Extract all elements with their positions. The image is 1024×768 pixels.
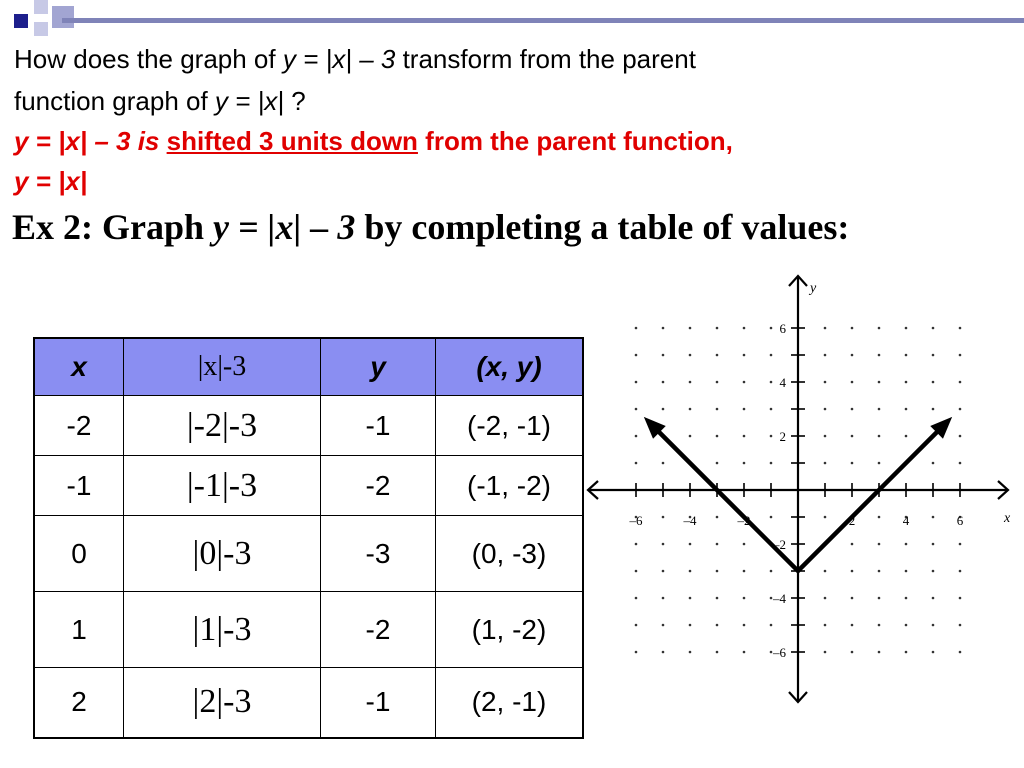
grid-dot [743,543,746,546]
grid-dot [743,570,746,573]
grid-dot [878,516,881,519]
grid-dot [932,462,935,465]
grid-dot [635,435,638,438]
question-line-2: function graph of y = |x| ? [14,86,306,116]
x-tick-label: 6 [956,513,964,528]
grid-dot [770,516,773,519]
cell-expression: |0|-3 [124,516,321,592]
grid-dot [743,435,746,438]
cell-x: 2 [34,668,124,738]
grid-dot [743,327,746,330]
grid-dot [770,624,773,627]
grid-dot [959,570,962,573]
grid-dot [851,381,854,384]
grid-dot [662,354,665,357]
grid-dot [932,354,935,357]
grid-dot [851,543,854,546]
grid-dot [959,435,962,438]
grid-dot [635,651,638,654]
cell-expression: |-1|-3 [124,456,321,516]
header-y: y [321,338,436,396]
x-tick-label: –2 [737,513,751,528]
grid-dot [743,651,746,654]
answer-line-1: y = |x| – 3 is shifted 3 units down from the parent function, [14,126,733,156]
table-row [34,456,583,516]
grid-dot [689,624,692,627]
grid-dot [932,651,935,654]
grid-dot [770,597,773,600]
grid-dot [851,462,854,465]
cell-x: -2 [34,396,124,456]
cell-expression: |1|-3 [124,592,321,668]
grid-dot [878,651,881,654]
grid-dot [743,624,746,627]
header-pair: (x, y) [436,338,584,396]
grid-dot [662,327,665,330]
grid-dot [770,327,773,330]
x-tick-label: 2 [848,513,856,528]
grid-dot [824,462,827,465]
grid-dot [689,327,692,330]
x-axis-label: x [1004,511,1011,526]
y-tick-label: 2 [779,429,786,444]
table-row [34,396,583,456]
y-tick-label: –4 [773,591,786,606]
grid-dot [689,543,692,546]
grid-dot [743,381,746,384]
grid-dot [824,381,827,384]
grid-dot [878,435,881,438]
grid-dot [716,651,719,654]
grid-dot [851,597,854,600]
coordinate-graph [582,270,1022,710]
grid-dot [878,624,881,627]
grid-dot [851,408,854,411]
grid-dot [716,597,719,600]
grid-dot [851,651,854,654]
grid-dot [716,354,719,357]
grid-dot [959,327,962,330]
grid-dot [743,597,746,600]
table-row [34,668,583,738]
cell-pair: (-1, -2) [436,456,584,516]
grid-dot [878,381,881,384]
grid-dot [905,408,908,411]
grid-dot [932,624,935,627]
grid-dot [716,543,719,546]
grid-dot [959,354,962,357]
grid-dot [716,435,719,438]
answer-emphasis: shifted 3 units down [166,126,418,156]
grid-dot [635,354,638,357]
grid-dot [770,651,773,654]
grid-dot [824,624,827,627]
grid-dot [905,435,908,438]
table-row [34,592,583,668]
cell-expression: |-2|-3 [124,396,321,456]
grid-dot [932,597,935,600]
grid-dot [851,435,854,438]
grid-dot [824,354,827,357]
grid-dot [932,543,935,546]
grid-dot [905,327,908,330]
grid-dot [689,651,692,654]
header-expression: |x|-3 [124,338,321,396]
grid-dot [878,327,881,330]
grid-dot [770,408,773,411]
grid-dot [635,408,638,411]
grid-dot [959,381,962,384]
grid-dot [932,327,935,330]
grid-dot [932,516,935,519]
grid-dot [932,381,935,384]
grid-dot [635,327,638,330]
grid-dot [770,354,773,357]
grid-dot [716,408,719,411]
grid-dot [770,435,773,438]
grid-dot [635,597,638,600]
grid-dot [743,354,746,357]
grid-dot [635,543,638,546]
grid-dot [662,651,665,654]
grid-dot [662,543,665,546]
grid-dot [878,408,881,411]
answer-line-2: y = |x| [14,166,88,196]
cell-y: -2 [321,592,436,668]
grid-dot [905,543,908,546]
grid-dot [824,408,827,411]
grid-dot [662,408,665,411]
grid-dot [824,597,827,600]
cell-expression: |2|-3 [124,668,321,738]
x-tick-label: –6 [629,513,643,528]
grid-dot [635,462,638,465]
y-tick-label: 6 [779,321,786,336]
grid-dot [851,327,854,330]
y-axis-label: y [810,281,817,296]
grid-dot [662,597,665,600]
cell-pair: (0, -3) [436,516,584,592]
grid-dot [878,543,881,546]
y-tick-label: –2 [773,537,786,552]
grid-dot [662,381,665,384]
grid-dot [662,462,665,465]
grid-dot [878,354,881,357]
grid-dot [851,354,854,357]
grid-dot [689,597,692,600]
grid-dot [662,570,665,573]
grid-dot [905,597,908,600]
grid-dot [959,408,962,411]
x-tick-label: –4 [683,513,697,528]
grid-dot [878,597,881,600]
question-line-1: How does the graph of y = |x| – 3 transform from the parent [14,44,696,74]
title-accent-bar [62,18,1024,23]
grid-dot [824,570,827,573]
grid-dot [716,516,719,519]
grid-dot [959,543,962,546]
grid-dot [824,516,827,519]
y-tick-label: –6 [773,645,786,660]
grid-dot [770,462,773,465]
grid-dot [824,327,827,330]
grid-dot [770,570,773,573]
grid-dot [878,570,881,573]
table-row [34,516,583,592]
grid-dot [959,651,962,654]
grid-dot [932,570,935,573]
grid-dot [689,354,692,357]
grid-dot [716,570,719,573]
cell-y: -3 [321,516,436,592]
grid-dot [743,462,746,465]
grid-dot [959,597,962,600]
values-table [33,337,584,739]
grid-dot [716,462,719,465]
cell-pair: (-2, -1) [436,396,584,456]
grid-dot [662,516,665,519]
cell-pair: (1, -2) [436,592,584,668]
cell-y: -1 [321,668,436,738]
grid-dot [635,570,638,573]
grid-dot [689,408,692,411]
grid-dot [716,381,719,384]
cell-x: -1 [34,456,124,516]
grid-dot [635,381,638,384]
cell-y: -2 [321,456,436,516]
header-x: x [34,338,124,396]
grid-dot [689,570,692,573]
grid-dot [905,381,908,384]
grid-dot [905,354,908,357]
grid-dot [824,435,827,438]
grid-dot [770,381,773,384]
cell-pair: (2, -1) [436,668,584,738]
grid-dot [716,624,719,627]
example-heading: Ex 2: Graph y = |x| – 3 by completing a table of values: [12,207,850,247]
grid-dot [743,408,746,411]
grid-dot [851,624,854,627]
grid-dot [689,435,692,438]
grid-dot [959,462,962,465]
grid-dot [851,570,854,573]
grid-dot [662,624,665,627]
cell-y: -1 [321,396,436,456]
grid-dot [932,408,935,411]
table-header-row [34,338,583,396]
grid-dot [905,570,908,573]
grid-dot [905,624,908,627]
grid-dot [824,651,827,654]
grid-dot [905,651,908,654]
grid-dot [716,327,719,330]
y-tick-label: 4 [779,375,786,390]
x-tick-label: 4 [902,513,910,528]
grid-dot [878,462,881,465]
cell-x: 0 [34,516,124,592]
grid-dot [959,624,962,627]
grid-dot [635,624,638,627]
cell-x: 1 [34,592,124,668]
grid-dot [689,381,692,384]
